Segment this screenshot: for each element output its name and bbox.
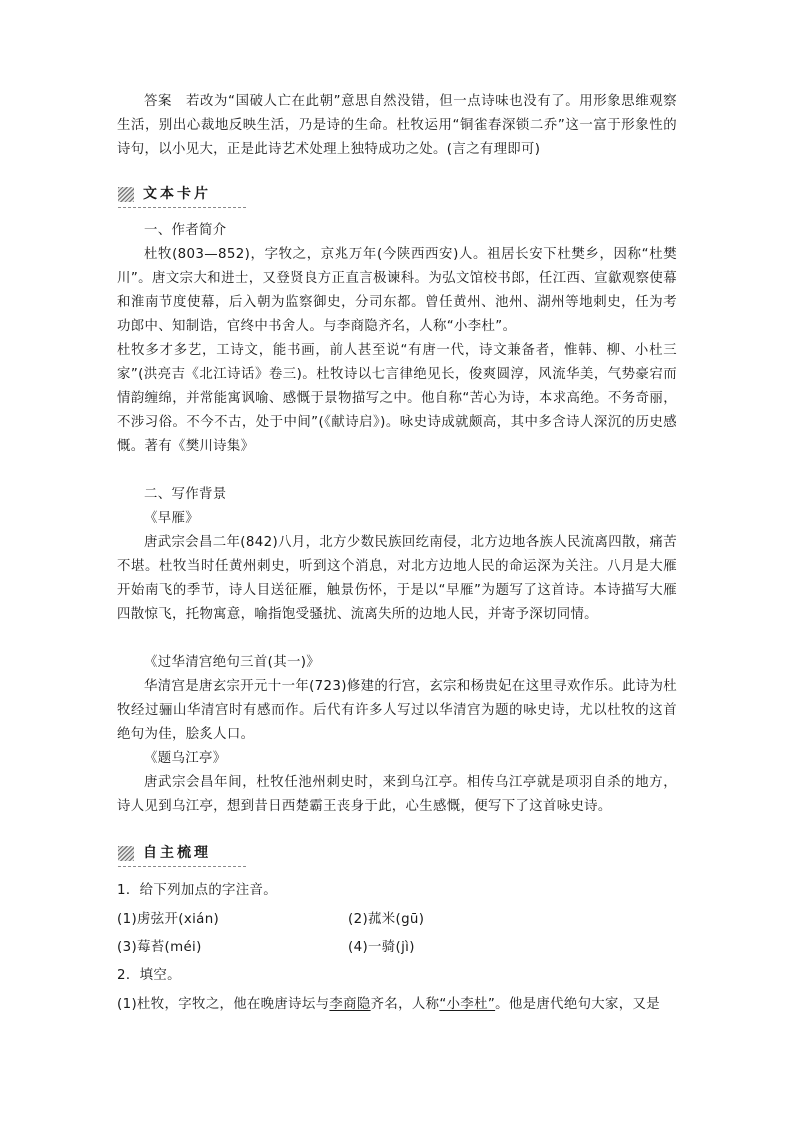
section-heading-text-card	[118, 184, 246, 205]
exercise1-item-4: (4)一骑(jì)	[348, 940, 415, 955]
answer-paragraph	[117, 90, 677, 162]
exercise2-answer-blank-1: 李商隐	[329, 997, 371, 1012]
exercise2-text-b: 齐名，人称	[370, 997, 440, 1012]
heading-underline	[118, 207, 246, 208]
section-heading-label: 文本卡片	[143, 186, 211, 202]
exercise1-item-3: (3)莓苔(méi)	[117, 940, 202, 955]
author-paragraph-2: 杜牧多才多艺，工诗文，能书画，前人甚至说“有唐一代，诗文兼备者，惟韩、柳、小杜三家”(洪亮吉《北江诗话》卷三)。杜牧诗以七言律绝见长，俊爽圆淳，风流华美，气势豪宕而情韵缠绵，并常能寓讽喻、感慨于景物描写之中。他自称“苦心为诗，本求高绝。不务奇丽，不涉习俗。不今不古，处于中间”(《献诗启》)。咏史诗成就颇高，其中多含诗人深沉的历史感慨。著有《樊川诗集》	[117, 343, 677, 454]
heading-underline	[118, 866, 246, 867]
answer-label: 答案	[144, 94, 173, 109]
hatched-square-icon	[118, 187, 134, 202]
poem3-background: 唐武宗会昌年间，杜牧任池州刺史时，来到乌江亭。相传乌江亭就是项羽自杀的地方，诗人见到乌江亭，想到昔日西楚霸王丧身于此，心生感慨，便写下了这首咏史诗。	[117, 775, 677, 814]
exercise2-text-a: (1)杜牧，字牧之，他在晚唐诗坛与	[117, 997, 330, 1012]
author-paragraph-1: 杜牧(803—852)，字牧之，京兆万年(今陕西西安)人。祖居长安下杜樊乡，因称“杜樊川”。唐文宗大和进士，又登贤良方正直言极谏科。为弘文馆校书郎，任江西、宣歙观察使幕和淮南节度使幕，后入朝为监察御史，分司东都。曾任黄州、池州、湖州等地刺史，任为考功郎中、知制诰，官终中书舍人。与李商隐齐名，人称“小李杜”。	[117, 247, 677, 334]
exercise2-text-c: 。他是唐代绝句大家，又是	[495, 997, 661, 1012]
answer-text: 若改为“国破人亡在此朝”意思自然没错，但一点诗味也没有了。用形象思维观察生活，别出心裁地反映生活，乃是诗的生命。杜牧运用“铜雀春深锁二乔”这一富于形象性的诗句，以小见大，正是此诗艺术处理上独特成功之处。(言之有理即可)	[117, 94, 677, 157]
exercise2-prompt: 2．填空。	[117, 968, 181, 983]
exercise2-answer-blank-2: “小李杜”	[439, 997, 496, 1012]
exercise1-item-2: (2)菰米(gū)	[348, 912, 425, 927]
section-heading-label: 自主梳理	[143, 845, 211, 861]
poem3-title: 《题乌江亭》	[144, 751, 227, 766]
poem1-background: 唐武宗会昌二年(842)八月，北方少数民族回纥南侵，北方边地各族人民流离四散，痛苦不堪。杜牧当时任黄州刺史，听到这个消息，对北方边地人民的命运深为关注。八月是大雁开始南飞的季节，诗人目送征雁，触景伤怀，于是以“早雁”为题写了这首诗。本诗描写大雁四散惊飞，托物寓意，喻指饱受骚扰、流离失所的边地人民，并寄予深切同情。	[117, 535, 677, 622]
poem2-title: 《过华清宫绝句三首(其一)》	[144, 655, 321, 670]
exercise2-line-1	[117, 993, 660, 1017]
section-heading-self-review	[118, 843, 246, 864]
exercise1-item-1: (1)虏弦开(xián)	[117, 912, 220, 927]
author-section-title: 一、作者简介	[144, 223, 227, 238]
poem1-title: 《早雁》	[144, 511, 199, 526]
background-section-title: 二、写作背景	[144, 487, 227, 502]
poem2-background: 华清宫是唐玄宗开元十一年(723)修建的行宫，玄宗和杨贵妃在这里寻欢作乐。此诗为杜牧经过骊山华清宫时有感而作。后代有许多人写过以华清宫为题的咏史诗，尤以杜牧的这首绝句为佳，脍炙人口。	[117, 679, 677, 742]
exercise1-prompt: 1．给下列加点的字注音。	[117, 883, 278, 898]
hatched-square-icon	[118, 846, 134, 861]
